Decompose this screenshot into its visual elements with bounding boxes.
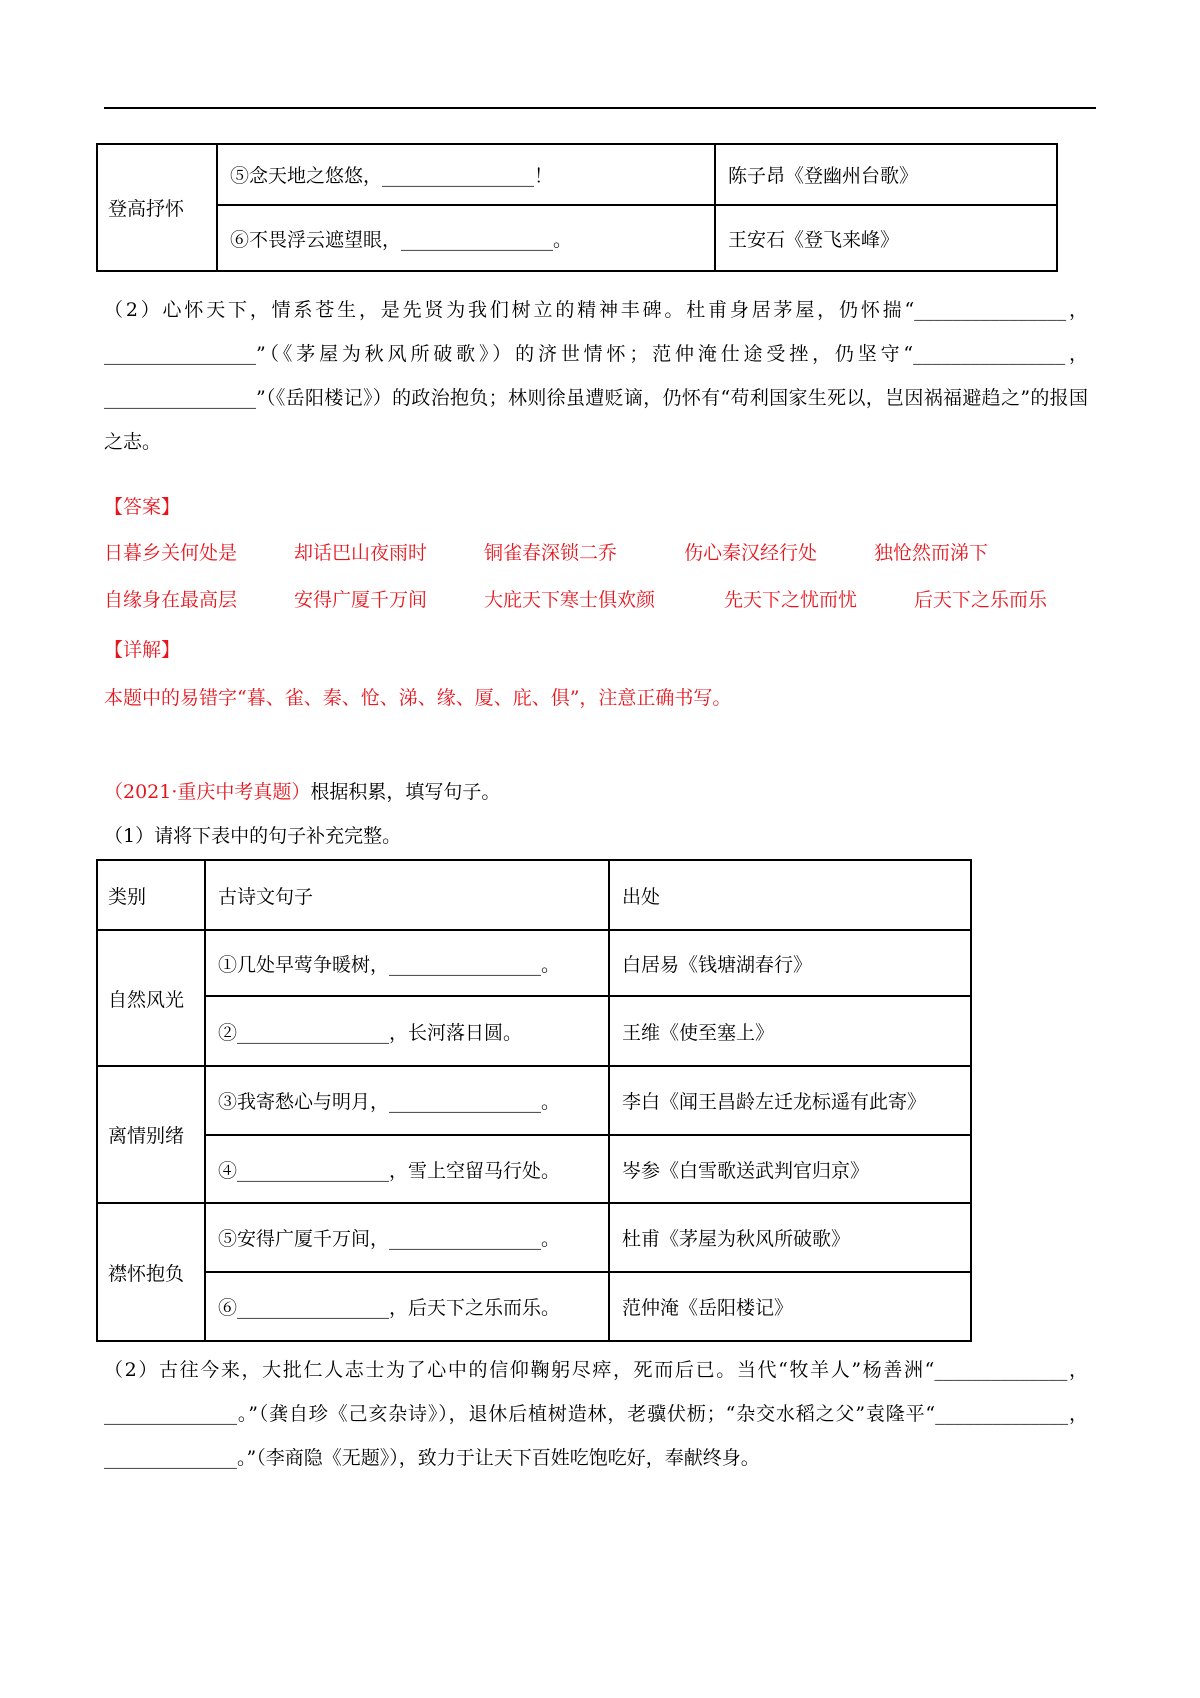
table-row [97, 144, 1057, 205]
category-cell: 襟怀抱负 [97, 1203, 205, 1341]
source-tag: （2021·重庆中考真题） [104, 781, 311, 803]
source-cell: 岑参《白雪歌送武判官归京》 [609, 1135, 971, 1203]
answer-item: 日暮乡关何处是 [104, 542, 238, 564]
source-cell: 白居易《钱塘湖春行》 [609, 930, 971, 996]
table-row [97, 996, 971, 1066]
answer-label: 【答案】 [104, 496, 181, 518]
sentence-cell: ④________________，雪上空留马行处。 [205, 1135, 609, 1203]
sub-question-1: （1）请将下表中的句子补充完整。 [104, 825, 402, 847]
detail-label: 【详解】 [104, 639, 181, 661]
sub-question-2: （2）古往今来，大批仁人志士为了心中的信仰鞠躬尽瘁，死而后已。当代“牧羊人”杨善洲“______________，______________。”（龚自珍《己亥杂诗》），退休后植树造林，老骥伏枥；“杂交水稻之父”袁隆平“______________，______________。”（李商隐《无题》），致力于让天下百姓吃饱吃好，奉献终身。 [104, 1359, 1088, 1469]
sentence-cell: ⑤安得广厦千万间，________________。 [205, 1203, 609, 1272]
table-header-row [97, 860, 971, 930]
answer-item: 却话巴山夜雨时 [294, 542, 428, 564]
table-row [97, 1203, 971, 1272]
answer-item: 铜雀春深锁二乔 [484, 542, 618, 564]
sentence-cell: ⑥________________，后天下之乐而乐。 [205, 1272, 609, 1341]
poem-table-1 [96, 143, 1058, 272]
sentence-cell: ①几处早莺争暖树，________________。 [205, 930, 609, 996]
answer-item: 独怆然而涕下 [874, 542, 989, 564]
sentence-cell: ⑥不畏浮云遮望眼，________________。 [217, 205, 715, 271]
header-sentence: 古诗文句子 [205, 860, 609, 930]
source-cell: 范仲淹《岳阳楼记》 [609, 1272, 971, 1341]
category-cell: 离情别绪 [97, 1066, 205, 1203]
answer-item: 自缘身在最高层 [104, 589, 238, 611]
detail-text: 本题中的易错字“暮、雀、秦、怆、涕、缘、厦、庇、俱”，注意正确书写。 [104, 687, 732, 709]
table-row [97, 1066, 971, 1135]
table-row [97, 1272, 971, 1341]
source-cell: 陈子昂《登幽州台歌》 [715, 144, 1057, 205]
question-header [104, 770, 1088, 814]
table-row [97, 205, 1057, 271]
source-cell: 王维《使至塞上》 [609, 996, 971, 1066]
category-cell: 自然风光 [97, 930, 205, 1066]
source-cell: 杜甫《茅屋为秋风所破歌》 [609, 1203, 971, 1272]
answer-item: 先天下之忧而忧 [724, 589, 858, 611]
sentence-cell: ⑤念天地之悠悠，________________！ [217, 144, 715, 205]
answer-item: 后天下之乐而乐 [914, 589, 1048, 611]
header-rule [104, 107, 1096, 109]
question-prompt: 根据积累，填写句子。 [310, 781, 501, 803]
source-cell: 李白《闻王昌龄左迁龙标遥有此寄》 [609, 1066, 971, 1135]
sentence-cell: ③我寄愁心与明月，________________。 [205, 1066, 609, 1135]
header-source: 出处 [609, 860, 971, 930]
table-row [97, 1135, 971, 1203]
answer-item: 大庇天下寒士俱欢颜 [484, 589, 656, 611]
part2-paragraph: （2）心怀天下，情系苍生，是先贤为我们树立的精神丰碑。杜甫身居茅屋，仍怀揣“________________，________________”（《茅屋为秋风所破歌》）的济世情怀；范仲淹仕途受挫，仍坚守“________________，________________”（《岳阳楼记》）的政治抱负；林则徐虽遭贬谪，仍怀有“苟利国家生死以，岂因祸福避趋之”的报国之志。 [104, 299, 1088, 453]
answer-item: 安得广厦千万间 [294, 589, 428, 611]
answer-item: 伤心秦汉经行处 [684, 542, 818, 564]
poem-table-2 [96, 859, 972, 1342]
header-category: 类别 [97, 860, 205, 930]
table-row [97, 930, 971, 996]
sentence-cell: ②________________，长河落日圆。 [205, 996, 609, 1066]
category-cell: 登高抒怀 [97, 144, 217, 271]
source-cell: 王安石《登飞来峰》 [715, 205, 1057, 271]
